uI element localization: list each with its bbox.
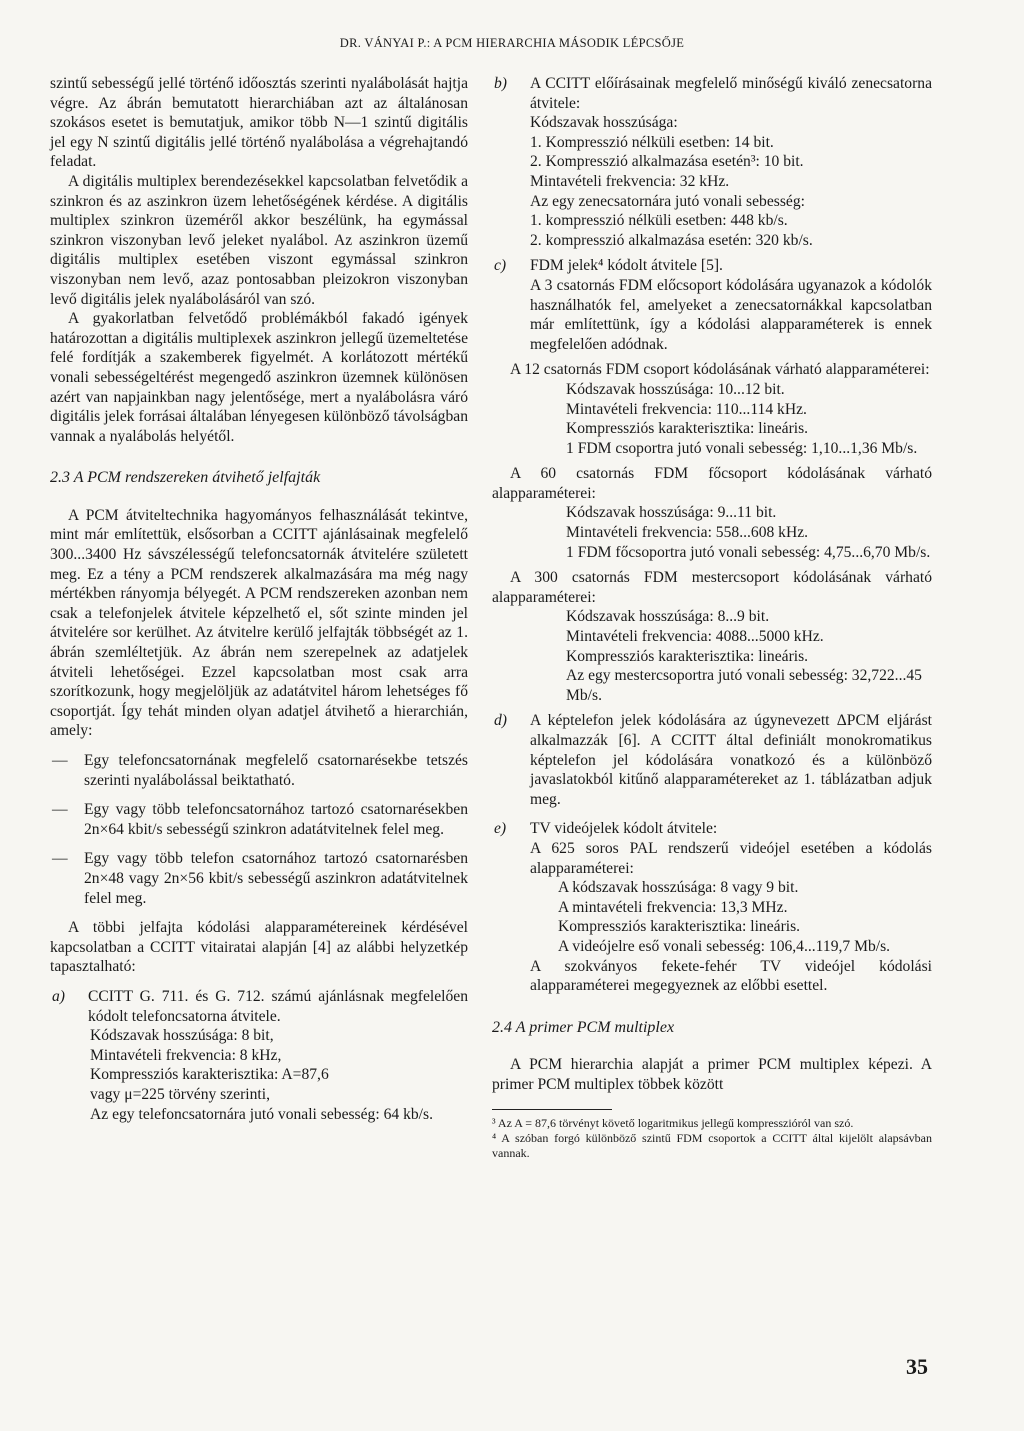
list-item-a xyxy=(50,987,468,1124)
item-label: d) xyxy=(494,712,507,730)
param-line: Kódszavak hosszúsága: 8...9 bit. xyxy=(566,608,770,626)
paragraph: A 12 csatornás FDM csoport kódolásának várható alapparaméterei: xyxy=(510,361,930,379)
param-line: A videójelre eső vonali sebesség: 106,4...119,7 Mb/s. xyxy=(558,937,891,955)
paragraph: A gyakorlatban felvetődő problémákból fakadó igények határozottan a digitális multiplexek aszinkron jellegű üzemeltetése felé fordítják a szakemberek figyelmét. A korlátozott mértékű vonali sebességeltérést megengedő aszinkron üzemnek különösen azért van napjainkban nagy jelentősége, mert a nyalábolásra váró digitális jelek forrásai általában lényegesen különböző távolságban vannak a nyalábolás helyétől. xyxy=(50,310,468,445)
item-text: TV videójelek kódolt átvitele: xyxy=(530,820,718,838)
item-label: a) xyxy=(52,987,65,1005)
param-block xyxy=(492,503,932,562)
list-item-e xyxy=(492,819,932,995)
param-line: Kódszavak hosszúsága: xyxy=(530,114,678,132)
right-column xyxy=(492,74,932,1161)
param-line: Mintavételi frekvencia: 8 kHz, xyxy=(90,1046,282,1064)
paragraph: A 300 csatornás FDM mestercsoport kódolásának várható alapparaméterei: xyxy=(492,569,932,606)
list-item-d xyxy=(492,711,932,809)
page-number: 35 xyxy=(906,1354,928,1380)
item-label: c) xyxy=(494,257,507,275)
param-line: 2. Kompresszió alkalmazása esetén³: 10 bit. xyxy=(530,153,804,171)
paragraph: A PCM hierarchia alapját a primer PCM multiplex képezi. A primer PCM multiplex többek között xyxy=(492,1056,932,1093)
param-line: 1 FDM főcsoportra jutó vonali sebesség: 4,75...6,70 Mb/s. xyxy=(566,543,931,561)
param-block xyxy=(492,607,932,705)
param-line: Kompressziós karakterisztika: lineáris. xyxy=(566,420,809,438)
param-line: Mintavételi frekvencia: 558...608 kHz. xyxy=(566,524,809,542)
paragraph: szintű sebességű jellé történő időosztás szerinti nyalábolását hajtja végre. Az ábrán bemutatott hierarchiában azt az általánosan szokásos esetet is bemutatjuk, amikor több N—1 szintű digitális jel egy N szintű digitális jellé történő nyalábolása a végrehajtandó feladat. xyxy=(50,75,468,171)
param-line: Kompressziós karakterisztika: lineáris. xyxy=(566,647,809,665)
param-line: Az egy telefoncsatornára jutó vonali sebesség: 64 kb/s. xyxy=(90,1105,433,1123)
paragraph: A 60 csatornás FDM főcsoport kódolásának várható alapparaméterei: xyxy=(492,465,932,502)
item-label: e) xyxy=(494,820,507,838)
list-item-text: Egy telefoncsatornának megfelelő csatornarésekbe tetszés szerinti nyalábolással beiktatható. xyxy=(84,752,468,789)
param-line: vagy μ=225 törvény szerinti, xyxy=(90,1085,270,1103)
left-column xyxy=(50,74,468,1124)
item-text: A CCITT előírásainak megfelelő minőségű kiváló zenecsatorna átvitele: xyxy=(530,75,932,112)
section-heading: 2.3 A PCM rendszereken átvihető jelfajták xyxy=(50,469,321,487)
param-block xyxy=(492,380,932,458)
paragraph: A szokványos fekete-fehér TV videójel kódolási alapparaméterei megegyeznek az előbbi esettel. xyxy=(530,957,932,995)
list-item xyxy=(50,800,468,839)
param-line: Kompressziós karakterisztika: A=87,6 xyxy=(90,1066,329,1084)
param-line: 1 FDM csoportra jutó vonali sebesség: 1,10...1,36 Mb/s. xyxy=(566,439,918,457)
param-line: A mintavételi frekvencia: 13,3 MHz. xyxy=(558,898,788,916)
param-line: Az egy mestercsoportra jutó vonali sebesség: 32,722...45 Mb/s. xyxy=(566,667,922,704)
item-text: CCITT G. 711. és G. 712. számú ajánlásnak megfelelően kódolt telefoncsatorna átvitele. xyxy=(88,987,468,1025)
paragraph: A 3 csatornás FDM előcsoport kódolására ugyanazok a kódolók használhatók fel, amelyeket a zenecsatornákkal kapcsolatban már említettünk, így a kódolási alapparaméterek is ennek megfelelően adódnak. xyxy=(530,276,932,353)
paragraph: A digitális multiplex berendezésekkel kapcsolatban felvetődik a szinkron és az aszinkron üzem lehetőségének kérdése. A digitális multiplex szinkron üzeméről akkor beszélünk, ha egymással szinkron viszonyban levő jeleket nyalábol. Az aszinkron üzemű digitális multiplex esetében viszont egymással szinkron viszonyban nem levő, azaz pontosabban pleizokron viszonyban levő digitális jelek nyalábolásáról van szó. xyxy=(50,172,468,308)
param-line: Mintavételi frekvencia: 4088...5000 kHz. xyxy=(566,628,824,646)
param-line: Az egy zenecsatornára jutó vonali sebesség: xyxy=(530,192,805,210)
paragraph: A PCM átviteltechnika hagyományos felhasználását tekintve, mint már említettük, elsősorban a CCITT ajánlásainak megfelelő 300...3400 Hz sávszélességű telefoncsatornák átvitelére született meg. Ez a tény a PCM rendszerek alkalmazására ma még nagy mértékben rányomja bélyegét. A PCM rendszereken azonban nem csak a telefonjelek átvitele képzelhető el, sőt szinte minden jel átvitelére sor kerülhet. Az átvitelre kerülő jelfajták többségét az 1. ábrán szemléltetjük. Az ábrán nem szerepelnek az adatjelek átviteli lehetőségei. Ezzel kapcsolatban most csak arra szorítkozunk, hogy megjelöljük az adatátvitel három lehetséges fő csoportját. Így tehát minden olyan adatjel átvihető a hierarchián, amely: xyxy=(50,506,468,740)
paragraph: A többi jelfajta kódolási alapparamétereinek kérdésével kapcsolatban a CCITT vitairatai alapján [4] az alábbi helyzetkép tapasztalható: xyxy=(50,919,468,976)
param-line: Kódszavak hosszúsága: 10...12 bit. xyxy=(566,380,785,398)
paragraph: A 625 soros PAL rendszerű videójel esetében a kódolás alapparaméterei: xyxy=(530,839,932,877)
list-item-text: Egy vagy több telefoncsatornához tartozó csatornarésekben 2n×64 kbit/s sebességű szinkron adatátvitelnek felel meg. xyxy=(84,801,468,838)
param-line: 1. Kompresszió nélküli esetben: 14 bit. xyxy=(530,133,774,151)
dash-marker: — xyxy=(52,801,68,819)
section-heading: 2.4 A primer PCM multiplex xyxy=(492,1018,675,1036)
footnote-divider xyxy=(492,1109,612,1110)
param-line: Kompressziós karakterisztika: lineáris. xyxy=(558,918,801,936)
item-label: b) xyxy=(494,75,507,92)
param-line: Kódszavak hosszúsága: 8 bit, xyxy=(90,1027,274,1045)
param-line: 2. kompresszió alkalmazása esetén: 320 kb/s. xyxy=(530,231,813,249)
running-header: DR. VÁNYAI P.: A PCM HIERARCHIA MÁSODIK LÉPCSŐJE xyxy=(339,36,685,50)
list-item-b xyxy=(492,74,932,250)
item-text: A képtelefon jelek kódolására az úgynevezett ΔPCM eljárást alkalmazzák [6]. A CCITT által definiált monokromatikus képtelefon jel kódolására vonatkozó és a különböző javaslatokból kitűnő alapparamétereket az 1. táblázatban adjuk meg. xyxy=(530,712,932,808)
list-item-text: Egy vagy több telefon csatornához tartozó csatornarésben 2n×48 vagy 2n×56 kbit/s sebességű aszinkron adatátvitelnek felel meg. xyxy=(84,850,468,907)
param-line: A kódszavak hosszúsága: 8 vagy 9 bit. xyxy=(558,879,799,897)
dash-marker: — xyxy=(52,752,68,769)
list-item xyxy=(50,849,468,908)
item-text: FDM jelek⁴ kódolt átvitele [5]. xyxy=(530,257,723,275)
param-line: 1. kompresszió nélküli esetben: 448 kb/s. xyxy=(530,212,788,230)
param-line: Mintavételi frekvencia: 110...114 kHz. xyxy=(566,400,807,418)
dash-marker: — xyxy=(52,850,68,868)
param-line: Kódszavak hosszúsága: 9...11 bit. xyxy=(566,504,777,522)
param-line: Mintavételi frekvencia: 32 kHz. xyxy=(530,172,730,190)
list-item xyxy=(50,751,468,790)
footnote: ⁴ A szóban forgó különböző szintű FDM csoportok a CCITT által kijelölt alapsávban vannak. xyxy=(492,1130,932,1160)
list-item-c xyxy=(492,256,932,354)
footnote: ³ Az A = 87,6 törvényt követő logaritmikus jellegű kompresszióról van szó. xyxy=(492,1115,854,1130)
